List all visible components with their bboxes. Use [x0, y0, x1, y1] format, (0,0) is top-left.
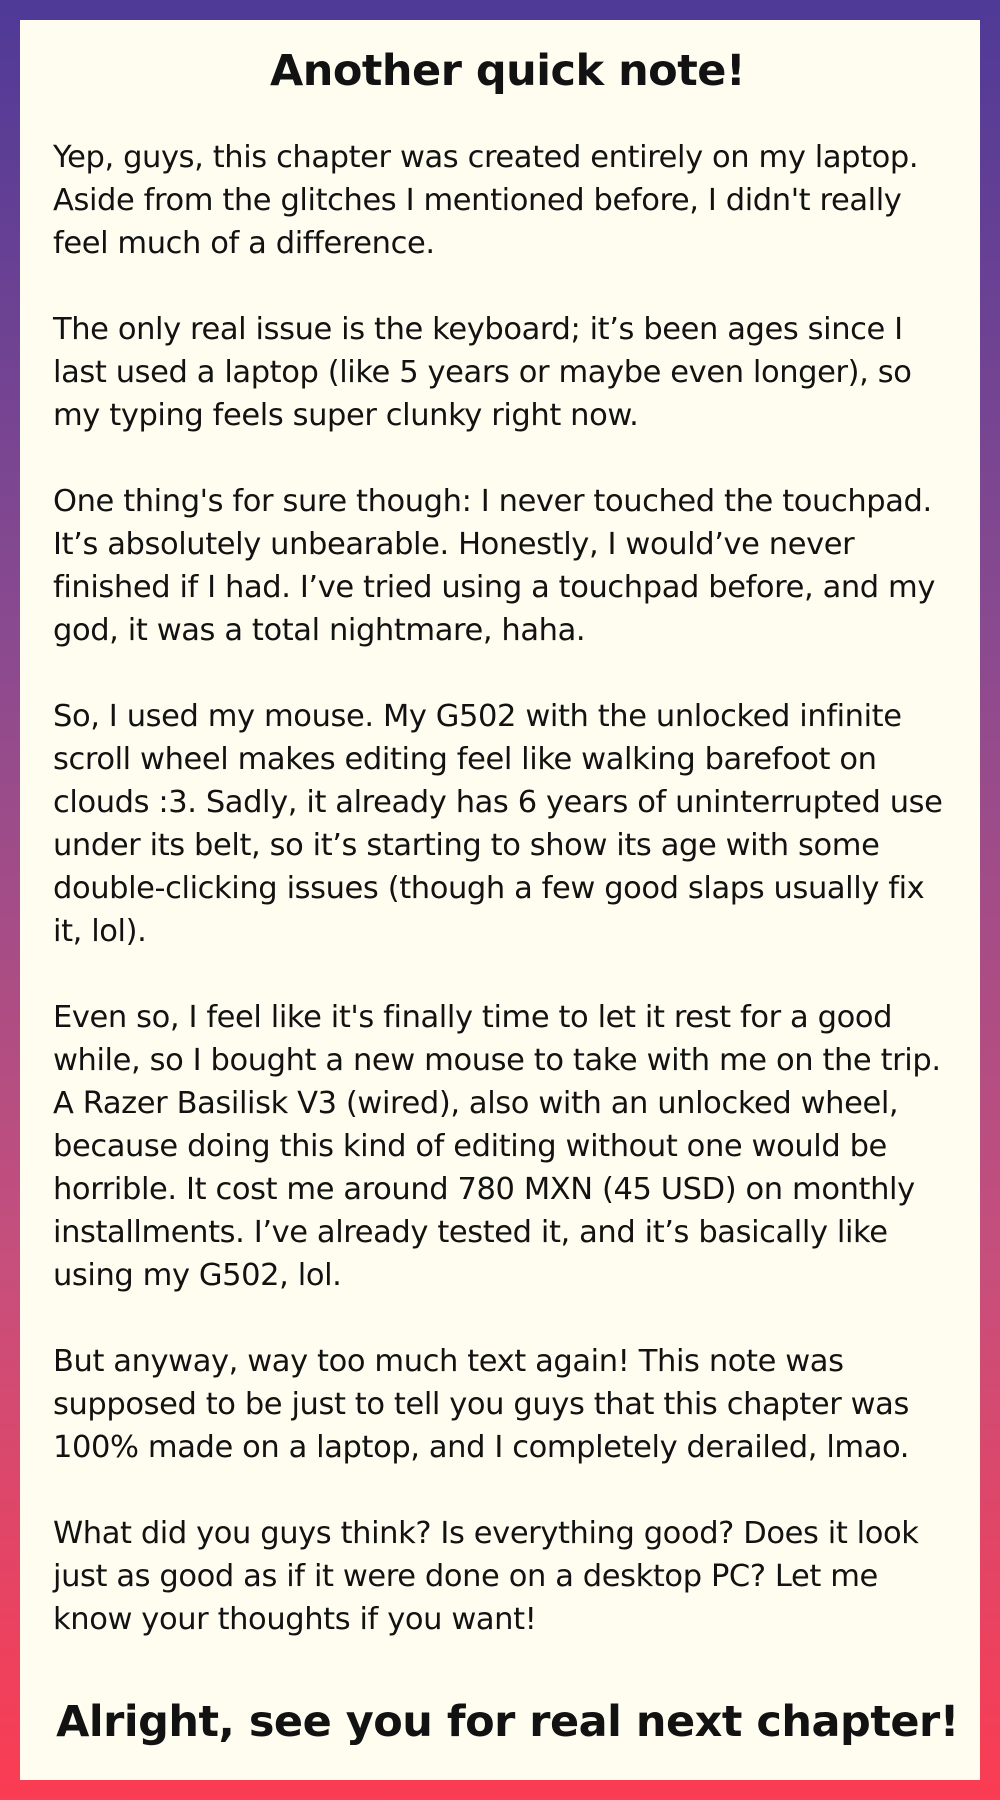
note-card [20, 20, 980, 1780]
paragraph-too-much-text: But anyway, way too much text again! This note was supposed to be just to tell you guys that this chapter was 100% made on a laptop, and I completely derailed, lmao. [53, 1344, 910, 1465]
note-title: Another quick note! [269, 46, 746, 96]
paragraph-questions: What did you guys think? Is everything good? Does it look just as good as if it were done on a desktop PC? Let me know your thoughts if you want! [53, 1516, 919, 1637]
paragraph-mouse: So, I used my mouse. My G502 with the unlocked infinite scroll wheel makes editing feel like walking barefoot on clouds :3. Sadly, it already has 6 years of uninterrupted use under its belt, so it’s starting to show its age with some double-clicking issues (though a few good slaps usually fix it, lol). [53, 699, 943, 949]
paragraph-laptop: Yep, guys, this chapter was created entirely on my laptop. Aside from the glitches I mentioned before, I didn't really feel much of a difference. [53, 140, 919, 261]
closing-line: Alright, see you for real next chapter! [56, 1697, 959, 1747]
paragraph-new-mouse: Even so, I feel like it's finally time to let it rest for a good while, so I bought a new mouse to take with me on the trip. A Razer Basilisk V3 (wired), also with an unlocked wheel, because doing this kind of editing without one would be horrible. It cost me around 780 MXN (45 USD) on monthly installments. I’ve already tested it, and it’s basically like using my G502, lol. [53, 1000, 941, 1293]
paragraph-touchpad: One thing's for sure though: I never touched the touchpad. It’s absolutely unbearable. Honestly, I would’ve never finished if I had. I’ve tried using a touchpad before, and my god, it was a total nightmare, haha. [53, 484, 936, 648]
paragraph-keyboard: The only real issue is the keyboard; it’s been ages since I last used a laptop (like 5 years or maybe even longer), so my typing feels super clunky right now. [53, 312, 912, 433]
